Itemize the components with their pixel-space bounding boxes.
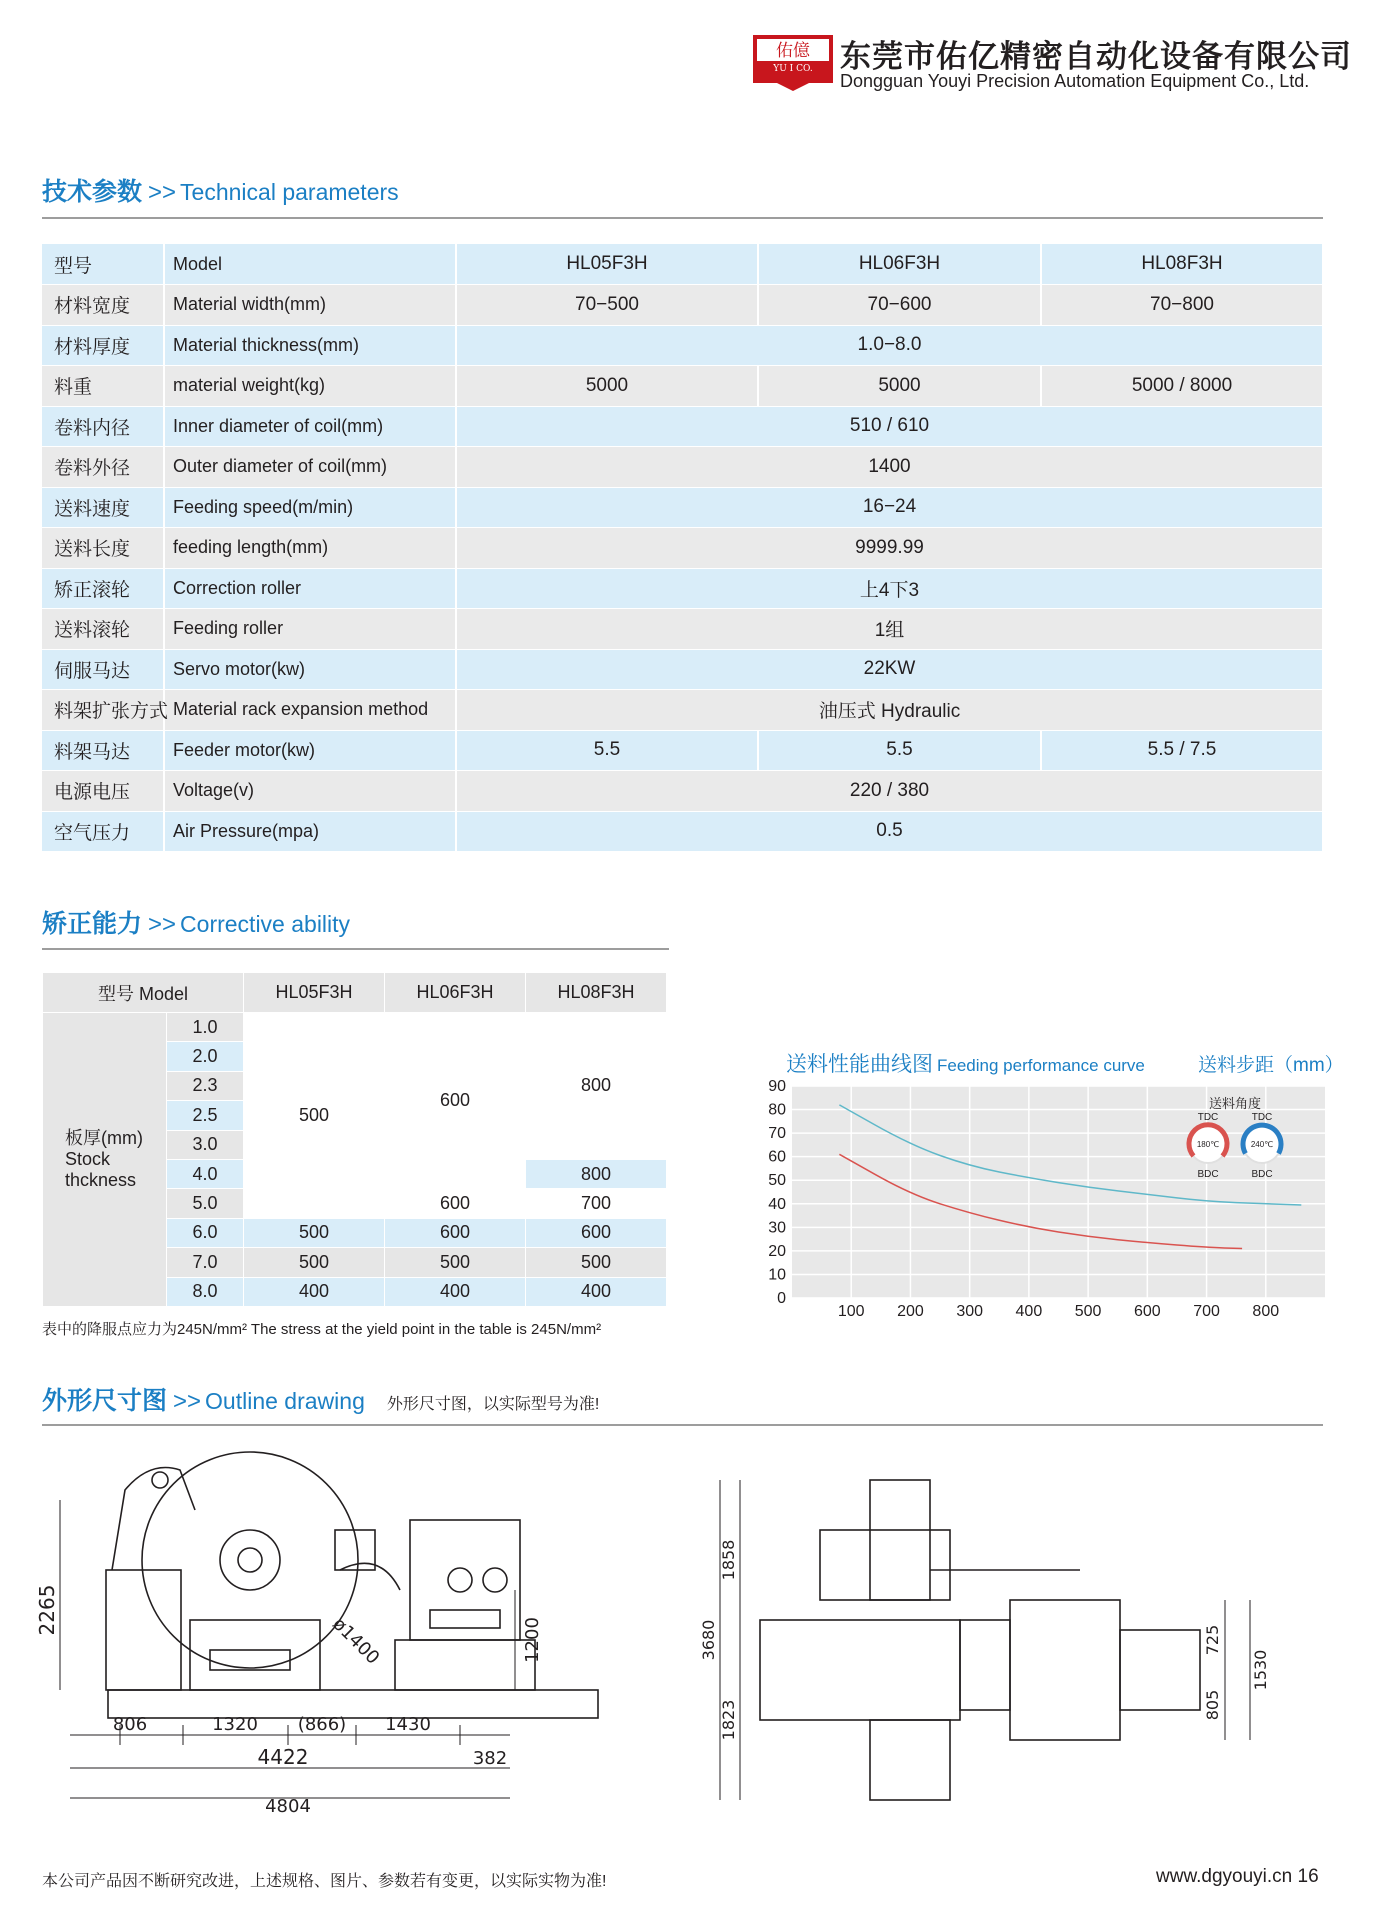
tech-divider	[42, 217, 1323, 219]
thickness-value: 3.0	[167, 1130, 244, 1159]
thickness-value: 2.3	[167, 1071, 244, 1100]
corr-cell: 500	[244, 1218, 385, 1247]
tech-row	[42, 325, 1323, 366]
side-view-drawing	[35, 1450, 660, 1830]
legend-bdc-right: BDC	[1251, 1169, 1273, 1180]
thickness-label-en1: Stock	[65, 1148, 111, 1169]
param-value: 70−600	[758, 285, 1041, 326]
corr-cell: 400	[526, 1277, 667, 1306]
chart-y-tick: 60	[768, 1148, 786, 1166]
side-base	[108, 1690, 598, 1718]
param-value: 22KW	[456, 649, 1323, 690]
dim-tail: 382	[472, 1748, 508, 1769]
param-value: HL05F3H	[456, 244, 758, 285]
uncoiler-arm	[112, 1468, 195, 1571]
dim-d2: 1320	[212, 1714, 258, 1735]
corr-m3-5: 700	[526, 1189, 667, 1218]
corr-m3-4: 800	[526, 1159, 667, 1188]
dim-top-total: 3680	[699, 1619, 718, 1661]
footer-url[interactable]: www.dgyouyi.cn	[1156, 1866, 1293, 1887]
chart-x-tick: 100	[837, 1303, 865, 1320]
tech-row	[42, 366, 1323, 407]
dim-coil: ø1400	[328, 1613, 384, 1669]
param-name-cn: 空气压力	[42, 811, 164, 852]
param-value: 510 / 610	[456, 406, 1323, 447]
param-value: 70−800	[1041, 285, 1323, 326]
legend-tdc-left: TDC	[1197, 1112, 1219, 1123]
corr-m2-5: 600	[385, 1189, 526, 1218]
thickness-label-cn: 板厚(mm)	[65, 1127, 143, 1148]
param-value: 1组	[456, 609, 1323, 650]
thickness-value: 6.0	[167, 1218, 244, 1247]
param-name-en: Material rack expansion method	[164, 690, 456, 731]
chart-y-tick: 90	[768, 1078, 786, 1095]
top-view-drawing	[700, 1450, 1330, 1830]
param-name-en: Correction roller	[164, 568, 456, 609]
feeder-lower	[395, 1640, 535, 1690]
roller-1	[448, 1568, 472, 1592]
thickness-value: 8.0	[167, 1277, 244, 1306]
param-value: 上4下3	[456, 568, 1323, 609]
chart-x-tick: 700	[1193, 1303, 1220, 1320]
param-name-en: Outer diameter of coil(mm)	[164, 447, 456, 488]
param-name-cn: 送料长度	[42, 528, 164, 569]
uncoiler-frame	[106, 1570, 181, 1690]
feeding-performance-chart	[760, 1078, 1336, 1322]
outline-divider	[42, 1424, 1323, 1426]
param-value: 1400	[456, 447, 1323, 488]
corrective-section-title	[42, 904, 350, 940]
corr-thickness-label	[43, 1013, 167, 1307]
chart-x-tick: 400	[1015, 1303, 1043, 1320]
tech-row	[42, 609, 1323, 650]
legend-tdc-right: TDC	[1251, 1112, 1273, 1123]
thickness-value: 7.0	[167, 1248, 244, 1277]
corr-cell: 400	[385, 1277, 526, 1306]
top-uncoiler-upper	[870, 1480, 930, 1600]
corr-cell: 600	[385, 1218, 526, 1247]
param-name-en: Feeding speed(m/min)	[164, 487, 456, 528]
logo-text-top: 佑億	[776, 41, 810, 61]
param-name-en: Voltage(v)	[164, 771, 456, 812]
param-value: 9999.99	[456, 528, 1323, 569]
top-rollers	[1120, 1630, 1200, 1710]
param-name-cn: 料重	[42, 366, 164, 407]
dim-top-r1: 725	[1203, 1624, 1222, 1656]
tech-title-cn: 技术参数	[42, 178, 143, 206]
dim-top-lower: 1823	[719, 1699, 738, 1741]
material-loop	[340, 1563, 400, 1590]
thickness-value: 5.0	[167, 1189, 244, 1218]
param-name-cn: 卷料外径	[42, 447, 164, 488]
param-value: 5000	[758, 366, 1041, 407]
top-uncoiler-mid	[760, 1620, 960, 1720]
corr-m2-merged: 600	[385, 1013, 526, 1189]
outline-title-cn: 外形尺寸图	[42, 1387, 168, 1415]
tech-title-en: Technical parameters	[180, 179, 399, 205]
corr-m1-merged: 500	[244, 1013, 385, 1219]
dim-total1: 4422	[257, 1745, 309, 1769]
tech-row	[42, 771, 1323, 812]
chart-title-en: Feeding performance curve	[937, 1056, 1145, 1075]
chart-y-tick: 10	[768, 1266, 786, 1284]
param-value: 5.5	[456, 730, 758, 771]
dim-d1: 806	[112, 1714, 148, 1735]
outline-title-en: Outline drawing	[205, 1388, 365, 1414]
top-uncoiler-lower	[870, 1720, 950, 1800]
param-value: 0.5	[456, 811, 1323, 852]
corrective-table	[42, 972, 667, 1307]
param-name-en: Feeding roller	[164, 609, 456, 650]
param-name-cn: 卷料内径	[42, 406, 164, 447]
feeder-panel	[430, 1610, 500, 1628]
param-name-cn: 材料宽度	[42, 285, 164, 326]
coil-outline	[142, 1452, 358, 1668]
tech-row	[42, 285, 1323, 326]
chart-x-tick: 300	[956, 1303, 984, 1320]
param-value: 5.5	[758, 730, 1041, 771]
tech-section-title	[42, 172, 399, 208]
param-value: 油压式 Hydraulic	[456, 690, 1323, 731]
param-value: 5000 / 8000	[1041, 366, 1323, 407]
param-name-en: Material width(mm)	[164, 285, 456, 326]
chart-y-tick: 80	[768, 1101, 786, 1119]
legend-right-value: 240℃	[1250, 1140, 1274, 1149]
corr-cell: 400	[244, 1277, 385, 1306]
chart-y-tick: 30	[768, 1219, 786, 1237]
dim-h2: 1200	[522, 1617, 543, 1663]
param-name-cn: 电源电压	[42, 771, 164, 812]
thickness-value: 2.5	[167, 1101, 244, 1130]
company-name-en: Dongguan Youyi Precision Automation Equipment Co., Ltd.	[840, 71, 1310, 91]
yield-note: 表中的降服点应力为245N/mm² The stress at the yield point in the table is 245N/mm²	[42, 1321, 602, 1338]
param-value: HL06F3H	[758, 244, 1041, 285]
outline-title-arrow: >>	[173, 1388, 202, 1415]
coil-center	[238, 1548, 262, 1572]
dim-total2: 4804	[265, 1796, 311, 1817]
chart-y-tick: 20	[768, 1242, 786, 1260]
param-name-en: Inner diameter of coil(mm)	[164, 406, 456, 447]
chart-y-tick: 40	[768, 1195, 786, 1213]
company-logo	[753, 33, 833, 91]
chart-y-tick: 50	[768, 1172, 786, 1190]
corr-cell: 600	[526, 1218, 667, 1247]
top-connector	[960, 1620, 1010, 1710]
tech-row	[42, 690, 1323, 731]
tech-row	[42, 244, 1323, 285]
legend-left-value: 180℃	[1196, 1140, 1220, 1149]
corrective-title-en: Corrective ability	[180, 911, 351, 937]
logo-text-bottom: YU I CO.	[773, 64, 813, 74]
corr-cell: 500	[526, 1248, 667, 1277]
corr-m3-merged: 800	[526, 1013, 667, 1160]
outline-note: 外形尺寸图，以实际型号为准!	[386, 1396, 600, 1413]
chart-x-tick: 800	[1252, 1303, 1280, 1320]
param-name-en: Material thickness(mm)	[164, 325, 456, 366]
dim-top-upper: 1858	[719, 1539, 738, 1581]
outline-section-title	[42, 1381, 599, 1417]
legend-title: 送料角度	[1208, 1096, 1262, 1111]
coil-hub	[220, 1530, 280, 1590]
footer-note: 本公司产品因不断研究改进，上述规格、图片、参数若有变更，以实际实物为准!	[42, 1873, 607, 1890]
dim-d3: (866)	[297, 1714, 347, 1735]
tech-row	[42, 730, 1323, 771]
param-name-en: feeding length(mm)	[164, 528, 456, 569]
tech-row	[42, 811, 1323, 852]
thickness-value: 2.0	[167, 1042, 244, 1071]
param-value: 5.5 / 7.5	[1041, 730, 1323, 771]
thickness-label-en2: thckness	[65, 1169, 137, 1190]
page-number: 16	[1297, 1866, 1319, 1887]
tech-row	[42, 649, 1323, 690]
param-name-cn: 料架扩张方式	[42, 690, 164, 731]
footer-site	[1156, 1866, 1319, 1888]
legend-bdc-left: BDC	[1197, 1169, 1219, 1180]
chart-y-tick: 0	[777, 1290, 786, 1307]
corrective-divider	[42, 948, 669, 950]
param-value: 70−500	[456, 285, 758, 326]
dim-top-r2: 805	[1203, 1689, 1222, 1721]
corrective-title-arrow: >>	[148, 911, 177, 938]
coil-motor	[210, 1650, 290, 1670]
tech-row	[42, 487, 1323, 528]
corr-header-model-1: HL05F3H	[244, 973, 385, 1013]
param-value: 220 / 380	[456, 771, 1323, 812]
chart-x-unit: 送料步距（mm）	[1198, 1055, 1344, 1076]
param-name-cn: 送料速度	[42, 487, 164, 528]
corr-header-label: 型号 Model	[43, 973, 244, 1013]
dim-height: 2265	[35, 1584, 59, 1636]
param-value: 16−24	[456, 487, 1323, 528]
chart-plot-area	[792, 1086, 1325, 1298]
param-name-cn: 型号	[42, 244, 164, 285]
corr-header-model-3: HL08F3H	[526, 973, 667, 1013]
tech-row	[42, 568, 1323, 609]
tech-row	[42, 447, 1323, 488]
dim-top-r3: 1530	[1251, 1649, 1270, 1691]
param-name-en: Model	[164, 244, 456, 285]
chart-title	[786, 1048, 1145, 1078]
param-value: HL08F3H	[1041, 244, 1323, 285]
param-value: 1.0−8.0	[456, 325, 1323, 366]
thickness-value: 1.0	[167, 1013, 244, 1042]
thickness-value: 4.0	[167, 1159, 244, 1188]
tech-row	[42, 528, 1323, 569]
chart-x-tick: 500	[1074, 1303, 1102, 1320]
param-name-en: Feeder motor(kw)	[164, 730, 456, 771]
param-name-cn: 料架马达	[42, 730, 164, 771]
corr-cell: 500	[385, 1248, 526, 1277]
top-feeder	[1010, 1600, 1120, 1740]
corr-cell: 500	[244, 1248, 385, 1277]
chart-y-tick: 70	[768, 1125, 786, 1143]
tech-row	[42, 406, 1323, 447]
param-name-cn: 伺服马达	[42, 649, 164, 690]
corrective-title-cn: 矫正能力	[42, 910, 143, 938]
chart-x-tick: 200	[897, 1303, 924, 1320]
param-name-en: Servo motor(kw)	[164, 649, 456, 690]
corr-header-model-2: HL06F3H	[385, 973, 526, 1013]
tech-params-table	[42, 244, 1324, 852]
tech-title-arrow: >>	[148, 179, 177, 206]
param-name-cn: 矫正滚轮	[42, 568, 164, 609]
chart-x-tick: 600	[1133, 1303, 1161, 1320]
param-name-en: Air Pressure(mpa)	[164, 811, 456, 852]
param-name-cn: 送料滚轮	[42, 609, 164, 650]
uncoiler-pivot	[152, 1472, 168, 1488]
param-name-en: material weight(kg)	[164, 366, 456, 407]
dim-d4: 1430	[385, 1714, 431, 1735]
chart-title-cn: 送料性能曲线图	[786, 1053, 933, 1076]
feeder-body	[410, 1520, 520, 1640]
param-name-cn: 材料厚度	[42, 325, 164, 366]
param-value: 5000	[456, 366, 758, 407]
roller-2	[483, 1568, 507, 1592]
company-name-cn: 东莞市佑亿精密自动化设备有限公司	[840, 39, 1352, 74]
